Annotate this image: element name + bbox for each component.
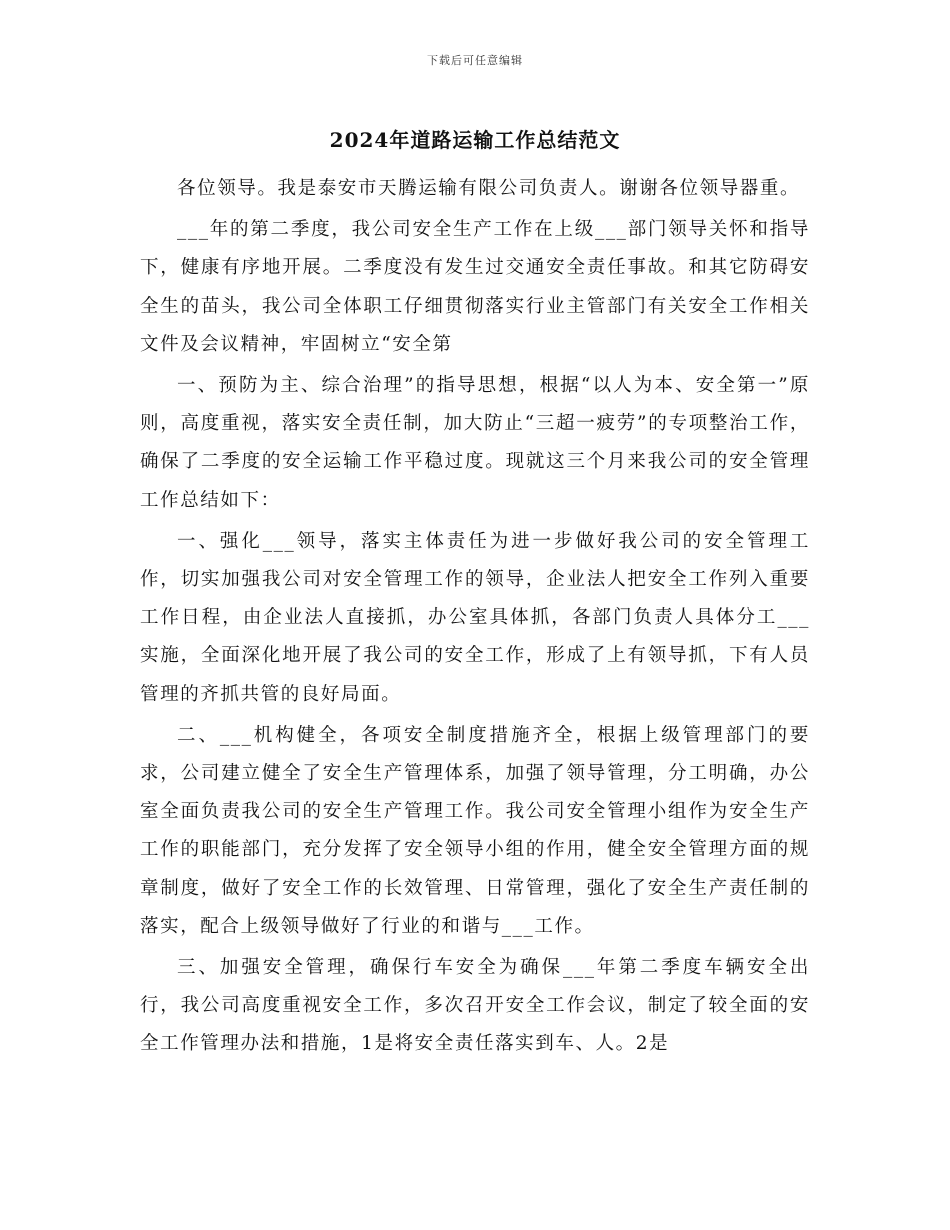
paragraph-greeting: 各位领导。我是泰安市天腾运输有限公司负责人。谢谢各位领导器重。	[177, 178, 801, 199]
paragraph-guideline: 一、预防为主、综合治理”的指导思想，根据“以人为本、安全第一”原则，高度重视，落实安全责任制，加大防止“三超一疲劳”的专项整治工作，确保了二季度的安全运输工作平稳过度。现就这三个月来我公司的安全管理工作总结如下：	[140, 375, 810, 511]
paragraph-section-1: 一、强化___领导，落实主体责任为进一步做好我公司的安全管理工作，切实加强我公司对安全管理工作的领导，企业法人把安全工作列入重要工作日程，由企业法人直接抓，办公室具体抓，各部门负责人具体分工___实施，全面深化地开展了我公司的安全工作，形成了上有领导抓，下有人员管理的齐抓共管的良好局面。	[140, 530, 810, 705]
document-body	[140, 170, 810, 1067]
paragraph-intro: ___年的第二季度，我公司安全生产工作在上级___部门领导关怀和指导下，健康有序地开展。二季度没有发生过交通安全责任事故。和其它防碍安全生的苗头，我公司全体职工仔细贯彻落实行业主管部门有关安全工作相关文件及会议精神，牢固树立“安全第	[140, 219, 810, 355]
paragraph-section-3: 三、加强安全管理，确保行车安全为确保___年第二季度车辆安全出行，我公司高度重视安全工作，多次召开安全工作会议，制定了较全面的安全工作管理办法和措施，1是将安全责任落实到车、人。2是	[140, 957, 810, 1055]
paragraph-section-2: 二、___机构健全，各项安全制度措施齐全，根据上级管理部门的要求，公司建立健全了安全生产管理体系，加强了领导管理，分工明确，办公室全面负责我公司的安全生产管理工作。我公司安全管理小组作为安全生产工作的职能部门，充分发挥了安全领导小组的作用，健全安全管理方面的规章制度，做好了安全工作的长效管理、日常管理，强化了安全生产责任制的落实，配合上级领导做好了行业的和谐与___工作。	[140, 724, 810, 937]
document-title: 2024年道路运输工作总结范文	[329, 128, 621, 152]
page-header-note: 下载后可任意编辑	[427, 54, 523, 67]
